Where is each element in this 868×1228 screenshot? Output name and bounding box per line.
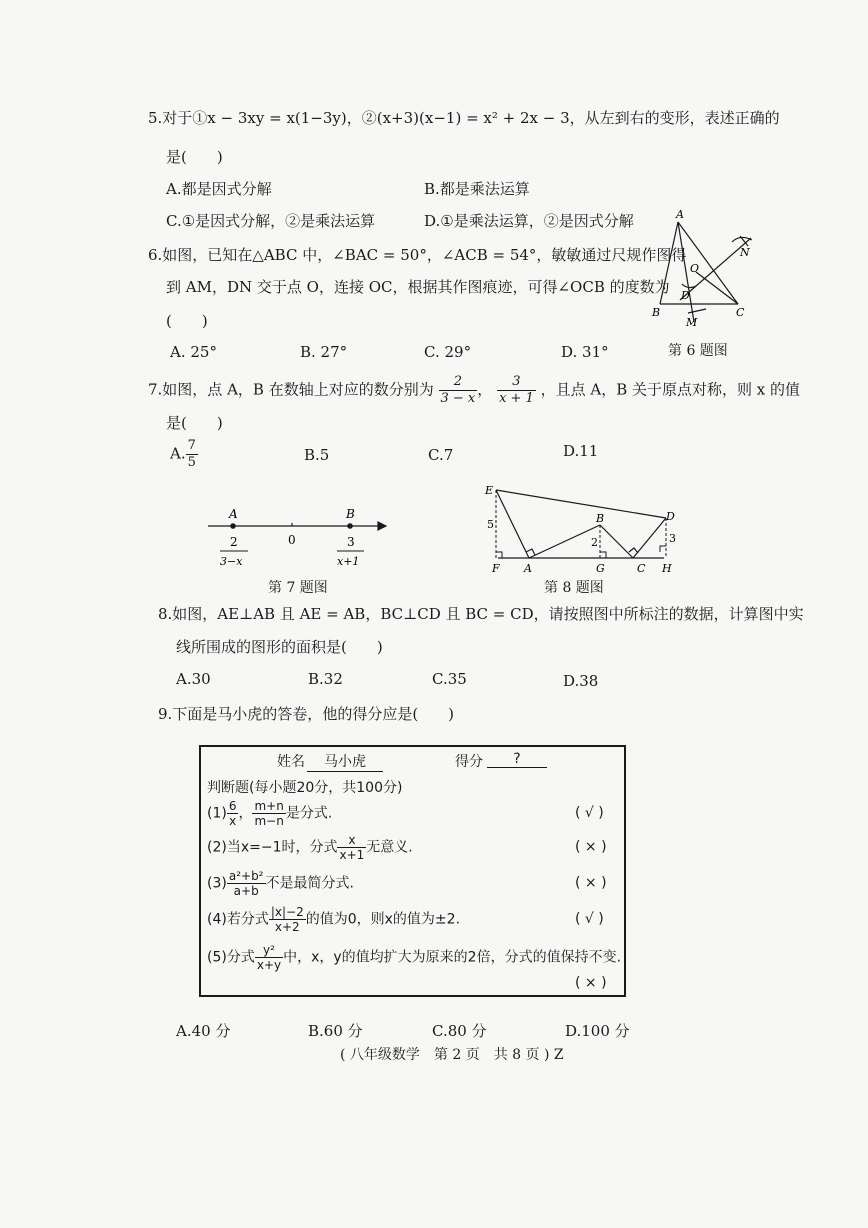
q7-option-c: C.7 [428, 446, 454, 464]
q6-label-m: M [686, 316, 698, 329]
q6-label-a: A [676, 208, 684, 221]
answer-card [199, 745, 626, 997]
card-item-2: (2)当x=−1时，分式 $\frac{x}{x+1}$ 无意义. [207, 833, 413, 862]
q6-label-c: C [736, 306, 745, 319]
q8-label-f: F [492, 562, 500, 575]
card-mark-1: ( √ ) [575, 805, 604, 821]
q8-caption: 第 8 题图 [544, 580, 604, 596]
page-footer: ( 八年级数学 第 2 页 共 8 页 ) Z [340, 1047, 564, 1063]
card-item-1: (1) $\frac{6}{x}$ ， $\frac{m+n}{m-n}$ 是分式. [207, 799, 333, 828]
q8-label-d: D [666, 510, 675, 523]
q7-stem-post: ，且点 A，B 关于原点对称，则 x 的值 [540, 380, 800, 399]
q8-length-2: 2 [591, 536, 598, 549]
card-name-value: 马小虎 [307, 751, 383, 772]
q7-frac-b: $\frac{3}{x + 1}$ [499, 374, 534, 406]
card-mark-3: ( × ) [575, 875, 607, 891]
q5-stem-line2: 是( ) [166, 148, 223, 166]
q5-option-a: A.都是因式分解 [166, 180, 272, 198]
q6-label-b: B [652, 306, 661, 319]
q8-label-a: A [524, 562, 532, 575]
q5-stem-line1: 5.对于①x − 3xy = x(1−3y)，②(x+3)(x−1) = x² + 2x − 3，从左到右的变形，表述正确的 [148, 109, 780, 127]
q6-label-n: N [740, 246, 750, 259]
q6-option-c: C. 29° [424, 343, 472, 361]
q7-fig-fb-num: 3 [347, 535, 355, 549]
q8-label-h: H [662, 562, 672, 575]
card-mark-2: ( × ) [575, 839, 607, 855]
card-section-title: 判断题(每小题20分，共100分) [207, 780, 403, 796]
card-item-5: (5)分式 $\frac{\text{y²}}{x+y}$ 中，x，y的值均扩大为原来的2倍，分式的值保持不变. [207, 943, 622, 972]
q7-frac-a: $\frac{2}{3 - x}$ [440, 374, 476, 406]
q7-stem-pre: 7.如图，点 A，B 在数轴上对应的数分别为 [148, 380, 434, 399]
q8-option-a: A.30 [176, 670, 211, 688]
q7-fig-fa-den: 3−x [220, 555, 243, 568]
q7-option-a: A. $\frac{7}{5}$ [170, 438, 196, 470]
q7-fig-fb-den: x+1 [337, 555, 360, 568]
q6-caption: 第 6 题图 [668, 343, 728, 359]
q7-option-d: D.11 [563, 442, 599, 460]
q7-number-line [200, 502, 395, 577]
card-mark-5: ( × ) [575, 975, 607, 991]
q6-stem-line3: ( ) [166, 312, 208, 330]
q5-option-b: B.都是乘法运算 [424, 180, 530, 198]
q6-option-d: D. 31° [561, 343, 609, 361]
q7-point-a: A [229, 507, 238, 521]
q8-option-d: D.38 [563, 672, 599, 690]
q8-length-3: 3 [669, 532, 676, 545]
q7-fig-fa-num: 2 [230, 535, 238, 549]
q8-stem-line1: 8.如图，AE⊥AB 且 AE = AB，BC⊥CD 且 BC = CD，请按照图中所标注的数据，计算图中实 [158, 605, 804, 623]
card-name-label: 姓名 [277, 754, 305, 770]
q9-stem: 9.下面是马小虎的答卷，他的得分应是( ) [158, 705, 455, 723]
q6-figure [648, 206, 758, 331]
q8-option-c: C.35 [432, 670, 467, 688]
card-item-3: (3) $\frac{\text{a²+b²}}{a+b}$ 不是最简分式. [207, 869, 354, 898]
q6-label-o: O [690, 262, 700, 275]
q7-option-b: B.5 [304, 446, 330, 464]
card-score-label: 得分 [455, 754, 483, 770]
q7-point-b: B [346, 507, 355, 521]
q6-stem-line2: 到 AM，DN 交于点 O，连接 OC，根据其作图痕迹，可得∠OCB 的度数为 [166, 278, 670, 296]
q5-option-d: D.①是乘法运算，②是因式分解 [424, 212, 634, 230]
q9-option-b: B.60 分 [308, 1022, 363, 1040]
q8-label-e: E [485, 484, 494, 497]
q7-zero: 0 [288, 533, 296, 547]
q8-figure [480, 482, 680, 577]
q6-label-d: D [681, 289, 690, 302]
q8-label-b: B [596, 512, 605, 525]
q6-option-a: A. 25° [170, 343, 217, 361]
q7-stem-line2: 是( ) [166, 414, 223, 432]
q5-option-c: C.①是因式分解，②是乘法运算 [166, 212, 376, 230]
q9-option-c: C.80 分 [432, 1022, 487, 1040]
q8-label-c: C [637, 562, 646, 575]
q6-stem-line1: 6.如图，已知在△ABC 中，∠BAC = 50°，∠ACB = 54°，敏敏通过尺规作图得 [148, 246, 687, 264]
q7-caption: 第 7 题图 [268, 580, 328, 596]
q8-stem-line2: 线所围成的图形的面积是( ) [176, 638, 383, 656]
q6-option-b: B. 27° [300, 343, 348, 361]
q9-option-a: A.40 分 [176, 1022, 231, 1040]
q8-length-5: 5 [487, 518, 494, 531]
q8-option-b: B.32 [308, 670, 343, 688]
q9-option-d: D.100 分 [565, 1022, 630, 1040]
card-item-4: (4)若分式 $\frac{|x|-2}{x+2}$ 的值为0，则x的值为±2. [207, 905, 461, 934]
card-mark-4: ( √ ) [575, 911, 604, 927]
q7-stem-line1: 7.如图，点 A，B 在数轴上对应的数分别为 $\frac{2}{3 - x}$ ， $\frac{3}{x + 1}$ ，且点 A，B 关于原点对称，则 x 的值 [148, 374, 800, 406]
card-score-value: ? [487, 751, 547, 768]
q8-label-g: G [596, 562, 605, 575]
